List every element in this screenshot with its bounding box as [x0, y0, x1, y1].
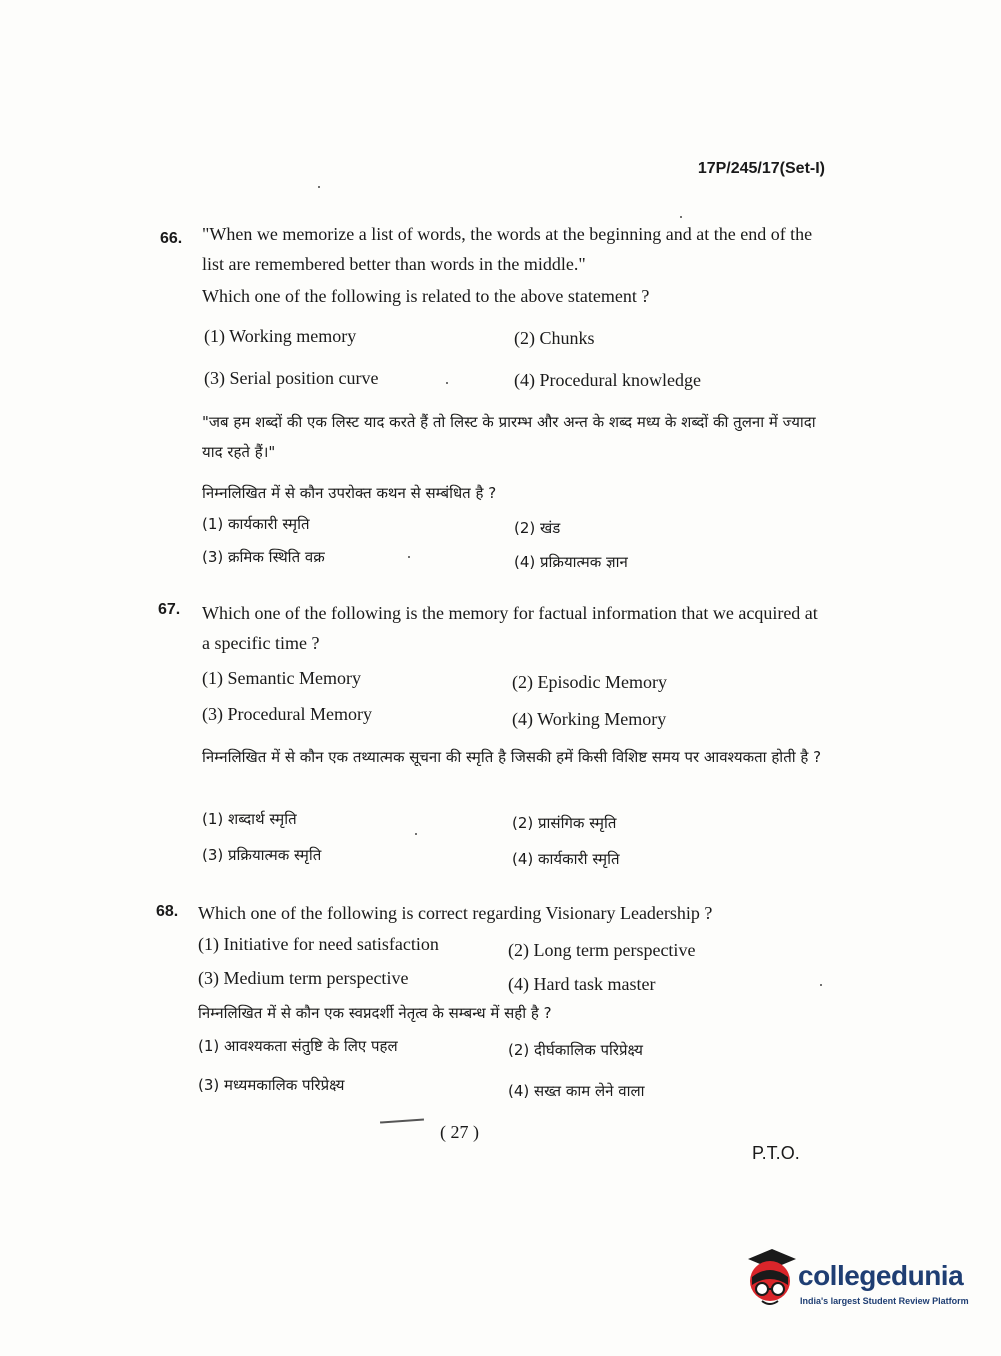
- question-68-option-2-hi: (2) दीर्घकालिक परिप्रेक्ष्य: [508, 1041, 643, 1059]
- mascot-icon: [742, 1247, 798, 1311]
- question-68-option-1-en: (1) Initiative for need satisfaction: [198, 934, 439, 954]
- question-67-option-1-hi: (1) शब्दार्थ स्मृति: [202, 810, 297, 828]
- question-68-option-2-en: (2) Long term perspective: [508, 940, 696, 960]
- question-68-option-4-hi: (4) सख्त काम लेने वाला: [508, 1082, 645, 1100]
- question-67-option-2-en: (2) Episodic Memory: [512, 672, 667, 692]
- scan-speck: [680, 216, 682, 218]
- question-66-option-3-hi: (3) क्रमिक स्थिति वक्र: [202, 548, 325, 566]
- scan-speck: [415, 833, 417, 835]
- scan-speck: [446, 382, 448, 384]
- question-67-option-1-en: (1) Semantic Memory: [202, 668, 361, 688]
- question-67-option-3-hi: (3) प्रक्रियात्मक स्मृति: [202, 846, 322, 864]
- question-66-option-4-en: (4) Procedural knowledge: [514, 370, 701, 390]
- question-66-option-1-hi: (1) कार्यकारी स्मृति: [202, 515, 310, 533]
- collegedunia-tagline: India's largest Student Review Platform: [800, 1296, 969, 1306]
- question-68-option-3-en: (3) Medium term perspective: [198, 968, 409, 988]
- scan-speck: [318, 186, 320, 188]
- question-67-stem-en: Which one of the following is the memory for factual information that we acquired at a specific time ?: [202, 603, 818, 653]
- question-67-stem-hi: निम्नलिखित में से कौन एक तथ्यात्मक सूचना की स्मृति है जिसकी हमें किसी विशिष्ट समय पर आवश्यकता होती है ?: [202, 748, 822, 766]
- question-68-stem-en: Which one of the following is correct regarding Visionary Leadership ?: [198, 903, 713, 923]
- question-67-option-3-en: (3) Procedural Memory: [202, 704, 372, 724]
- question-67-number: 67.: [158, 601, 181, 618]
- collegedunia-brand: collegedunia: [798, 1260, 964, 1291]
- scan-speck: [408, 556, 410, 558]
- question-68-stem-hi: निम्नलिखित में से कौन एक स्वप्नदर्शी नेतृत्व के सम्बन्ध में सही है ?: [198, 1004, 552, 1022]
- question-68-option-4-en: (4) Hard task master: [508, 974, 656, 994]
- question-66-option-4-hi: (4) प्रक्रियात्मक ज्ञान: [514, 553, 628, 571]
- question-67-option-2-hi: (2) प्रासंगिक स्मृति: [512, 814, 617, 832]
- question-66-stem-hi: "जब हम शब्दों की एक लिस्ट याद करते हैं तो लिस्ट के प्रारम्भ और अन्त के शब्द मध्य के शब्दों की तुलना में ज्यादा याद रहते हैं।": [202, 413, 816, 461]
- question-67-option-4-hi: (4) कार्यकारी स्मृति: [512, 850, 620, 868]
- question-66-prompt-hi: निम्नलिखित में से कौन उपरोक्त कथन से सम्बंधित है ?: [202, 484, 497, 502]
- question-68-option-3-hi: (3) मध्यमकालिक परिप्रेक्ष्य: [198, 1076, 345, 1094]
- question-66-option-3-en: (3) Serial position curve: [204, 368, 379, 388]
- paper-code: 17P/245/17(Set-I): [697, 160, 825, 177]
- question-66-option-2-hi: (2) खंड: [514, 519, 561, 537]
- question-68-option-1-hi: (1) आवश्यकता संतुष्टि के लिए पहल: [198, 1037, 398, 1055]
- question-66-option-2-en: (2) Chunks: [514, 328, 595, 348]
- question-66-prompt-en: Which one of the following is related to the above statement ?: [202, 286, 650, 306]
- question-67-option-4-en: (4) Working Memory: [512, 709, 667, 729]
- scan-mark: [380, 1118, 424, 1123]
- question-66-option-1-en: (1) Working memory: [204, 326, 357, 346]
- question-66-number: 66.: [160, 230, 183, 247]
- question-68-number: 68.: [156, 903, 179, 920]
- scan-speck: [820, 984, 822, 986]
- question-66-stem-en: "When we memorize a list of words, the words at the beginning and at the end of the list are remembered better than words in the middle.": [202, 224, 813, 274]
- pto-label: P.T.O.: [752, 1143, 800, 1163]
- page-number: ( 27 ): [440, 1122, 479, 1142]
